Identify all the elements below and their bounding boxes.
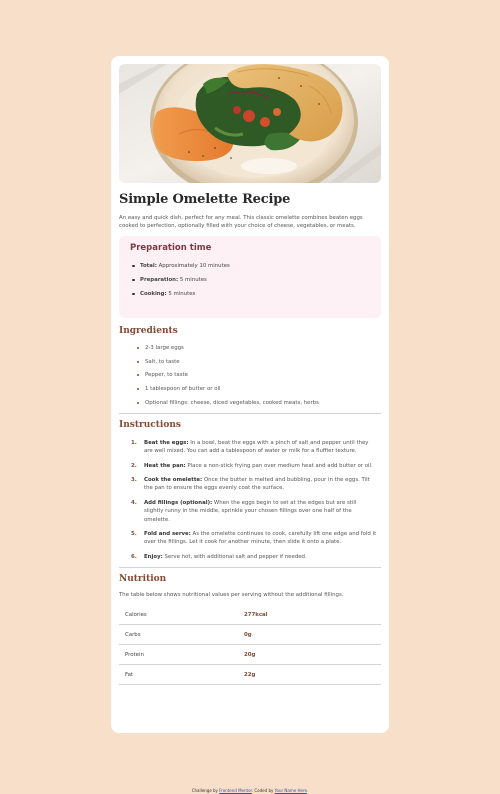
ingredients-title: Ingredients	[119, 325, 178, 336]
ingredient-item: Pepper, to taste	[137, 371, 381, 379]
recipe-title: Simple Omelette Recipe	[119, 192, 291, 207]
divider	[119, 567, 381, 568]
preparation-time-box	[119, 236, 381, 318]
prep-item: Preparation: 5 minutes	[130, 276, 370, 284]
nutrition-table	[119, 605, 381, 685]
table-row: Fat 22g	[119, 665, 381, 685]
table-row: Calories 277kcal	[119, 605, 381, 625]
attribution: Challenge by Frontend Mentor. Coded by Your Name Here.	[191, 788, 309, 793]
ingredients-section	[119, 325, 381, 407]
recipe-intro: An easy and quick dish, perfect for any meal. This classic omelette combines beaten eggs cooked to perfection, optionally filled with your choice of cheese, vegetables, or meats.	[119, 215, 363, 230]
instruction-step: 3. Cook the omelette: Once the butter is melted and bubbling, pour in the eggs. Tilt the pan to ensure the eggs evenly coat the surface.	[131, 477, 370, 492]
ingredient-item: Salt, to taste	[137, 358, 381, 366]
instruction-step: 2. Heat the pan: Place a non-stick frying pan over medium heat and add butter or oil.	[131, 462, 373, 469]
instructions-section	[119, 419, 381, 561]
nutrition-section	[119, 573, 381, 685]
instruction-step: 6. Enjoy: Serve hot, with additional salt and pepper if needed.	[131, 553, 307, 560]
instruction-step: 5. Fold and serve: As the omelette continues to cook, carefully lift one edge and fold it over the fillings. Let it cook for another minute, then slide it onto a plate.	[131, 531, 377, 546]
prep-item: Total: Approximately 10 minutes	[130, 262, 370, 270]
ingredient-item: Optional fillings: cheese, diced vegetables, cooked meats, herbs	[137, 399, 381, 407]
author-link[interactable]: Your Name Here	[274, 788, 307, 793]
recipe-card	[111, 56, 389, 733]
instruction-step: 4. Add fillings (optional): When the eggs begin to set at the edges but are still slightly runny in the middle, sprinkle your chosen fillings over one half of the omelette.	[131, 499, 357, 523]
ingredient-item: 1 tablespoon of butter or oil	[137, 385, 381, 393]
table-row: Carbs 0g	[119, 625, 381, 645]
instruction-step: 1. Beat the eggs: In a bowl, beat the eggs with a pinch of salt and pepper until they are well mixed. You can add a tablespoon of water or milk for a fluffier texture.	[131, 439, 369, 455]
nutrition-title: Nutrition	[119, 574, 167, 585]
divider	[119, 413, 381, 414]
nutrition-intro: The table below shows nutritional values per serving without the additional fillings.	[119, 592, 344, 599]
omelette-image	[119, 64, 381, 183]
preparation-title: Preparation time	[130, 242, 212, 253]
frontend-mentor-link[interactable]: Frontend Mentor	[219, 788, 252, 793]
ingredient-item: 2-3 large eggs	[137, 344, 381, 352]
instructions-title: Instructions	[119, 419, 181, 430]
table-row: Protein 20g	[119, 645, 381, 665]
prep-item: Cooking: 5 minutes	[130, 290, 370, 298]
